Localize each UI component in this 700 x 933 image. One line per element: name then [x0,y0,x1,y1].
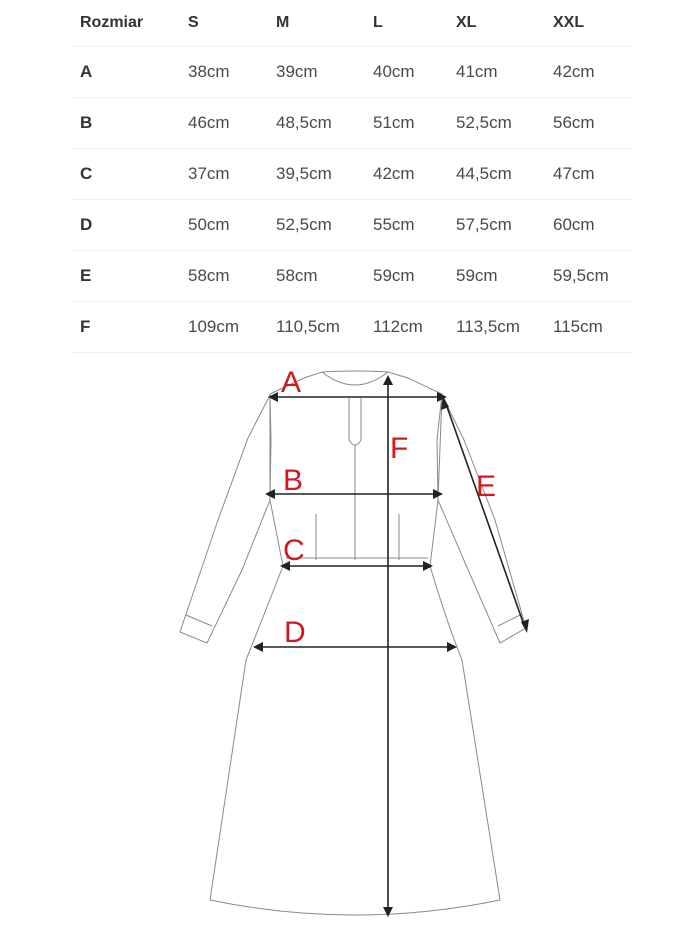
table-cell: 39,5cm [268,149,365,200]
header-s: S [180,0,268,47]
table-row-e [72,251,632,302]
dress-outline [180,371,526,915]
table-cell: 42cm [365,149,448,200]
row-label: B [72,98,180,149]
label-a: A [281,366,302,399]
table-cell: 41cm [448,47,545,98]
header-l: L [365,0,448,47]
table-cell: 52,5cm [448,98,545,149]
table-cell: 58cm [268,251,365,302]
header-m: M [268,0,365,47]
left-sleeve [180,395,270,643]
label-b: B [283,464,304,497]
table-cell: 56cm [545,98,632,149]
table-cell: 48,5cm [268,98,365,149]
table-cell: 39cm [268,47,365,98]
table-cell: 109cm [180,302,268,353]
table-cell: 38cm [180,47,268,98]
table-cell: 55cm [365,200,448,251]
header-xl: XL [448,0,545,47]
table-cell: 59cm [365,251,448,302]
table-cell: 37cm [180,149,268,200]
table-cell: 50cm [180,200,268,251]
row-label: D [72,200,180,251]
row-label: E [72,251,180,302]
table-cell: 51cm [365,98,448,149]
skirt [210,566,500,915]
row-label: C [72,149,180,200]
label-e: E [476,470,497,503]
table-cell: 40cm [365,47,448,98]
table-row-b [72,98,632,149]
table-row-a [72,47,632,98]
table-cell: 60cm [545,200,632,251]
table-cell: 112cm [365,302,448,353]
label-f: F [390,432,409,465]
table-cell: 47cm [545,149,632,200]
right-sleeve [438,395,526,643]
table-row-c [72,149,632,200]
table-cell: 57,5cm [448,200,545,251]
table-cell: 52,5cm [268,200,365,251]
table-header-row [72,0,632,47]
label-d: D [284,616,306,649]
table-cell: 113,5cm [448,302,545,353]
header-xxl: XXL [545,0,632,47]
row-label: A [72,47,180,98]
table-cell: 44,5cm [448,149,545,200]
table-cell: 58cm [180,251,268,302]
table-cell: 42cm [545,47,632,98]
dress-measurement-diagram [0,355,700,930]
table-cell: 46cm [180,98,268,149]
table-cell: 115cm [545,302,632,353]
table-cell: 110,5cm [268,302,365,353]
table-row-f [72,302,632,353]
table-cell: 59cm [448,251,545,302]
label-c: C [283,534,305,567]
table-cell: 59,5cm [545,251,632,302]
header-size-label: Rozmiar [72,0,180,47]
table-row-d [72,200,632,251]
neckline [322,371,388,372]
row-label: F [72,302,180,353]
size-table [72,0,632,353]
